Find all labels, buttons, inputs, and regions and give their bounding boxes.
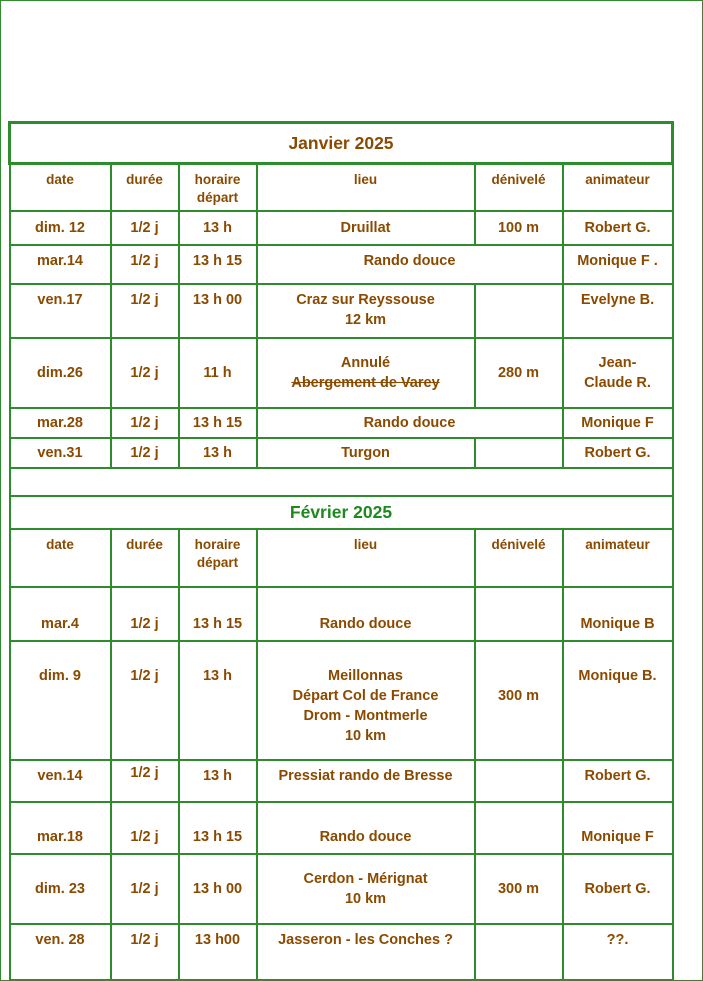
cell-lieu: Rando douce xyxy=(257,408,563,438)
cell-denivele: 300 m xyxy=(475,854,563,924)
cell-date: ven.17 xyxy=(10,284,111,338)
cell-horaire: 13 h 15 xyxy=(179,802,257,854)
cell-lieu: Rando douce xyxy=(257,802,475,854)
table-row xyxy=(10,438,673,468)
lieu-line3: Drom - Montmerle xyxy=(303,707,428,724)
cell-animateur: Monique B. xyxy=(563,641,673,760)
cell-horaire: 13 h 00 xyxy=(179,854,257,924)
cell-horaire: 13 h00 xyxy=(179,924,257,980)
cell-lieu xyxy=(257,641,475,760)
cell-animateur: Robert G. xyxy=(563,854,673,924)
cell-animateur: Robert G. xyxy=(563,438,673,468)
header-lieu: lieu xyxy=(257,529,475,587)
cell-lieu xyxy=(257,284,475,338)
cell-lieu: Druillat xyxy=(257,211,475,245)
cell-lieu: Rando douce xyxy=(257,587,475,641)
cell-date: mar.4 xyxy=(10,587,111,641)
table-row xyxy=(10,641,673,760)
month-header-fevrier xyxy=(10,496,673,529)
cell-animateur: Monique F xyxy=(563,408,673,438)
table-row xyxy=(10,802,673,854)
table-row xyxy=(10,408,673,438)
cell-animateur: Monique F . xyxy=(563,245,673,284)
cell-duree: 1/2 j xyxy=(111,587,179,641)
cell-animateur: Evelyne B. xyxy=(563,284,673,338)
lieu-annule: Annulé xyxy=(340,354,391,371)
header-animateur: animateur xyxy=(563,164,673,211)
cell-horaire: 13 h 15 xyxy=(179,245,257,284)
cell-horaire: 13 h xyxy=(179,438,257,468)
header-horaire-line1: horaire xyxy=(194,172,241,187)
cell-date: ven.31 xyxy=(10,438,111,468)
spacer-cell xyxy=(10,468,673,496)
lieu-line2: 10 km xyxy=(344,890,387,907)
cell-denivele: 100 m xyxy=(475,211,563,245)
cell-animateur: Robert G. xyxy=(563,211,673,245)
header-lieu: lieu xyxy=(257,164,475,211)
cell-horaire: 11 h xyxy=(179,338,257,408)
table-row xyxy=(10,854,673,924)
cell-duree: 1/2 j xyxy=(111,924,179,980)
cell-animateur: Monique B xyxy=(563,587,673,641)
cell-horaire: 13 h xyxy=(179,760,257,802)
table-row xyxy=(10,760,673,802)
month-title: Janvier 2025 xyxy=(10,123,673,164)
header-duree: durée xyxy=(111,164,179,211)
lieu-cancelled: Abergement de Varey xyxy=(291,374,440,391)
table-row xyxy=(10,338,673,408)
lieu-line2: Départ Col de France xyxy=(292,687,439,704)
table-row xyxy=(10,211,673,245)
cell-duree: 1/2 j xyxy=(111,802,179,854)
cell-denivele xyxy=(475,438,563,468)
cell-duree: 1/2 j xyxy=(111,338,179,408)
cell-animateur: ??. xyxy=(563,924,673,980)
cell-horaire: 13 h xyxy=(179,641,257,760)
cell-lieu: Turgon xyxy=(257,438,475,468)
column-header-row xyxy=(10,164,673,211)
animateur-line2: Claude R. xyxy=(584,374,651,391)
header-denivele: dénivelé xyxy=(475,529,563,587)
cell-animateur: Robert G. xyxy=(563,760,673,802)
month-header-janvier xyxy=(10,123,673,164)
table-row xyxy=(10,924,673,980)
header-horaire-line1: horaire xyxy=(194,536,241,552)
schedule-table xyxy=(8,121,674,981)
lieu-line1: Craz sur Reyssouse xyxy=(296,291,435,308)
header-horaire-line2: départ xyxy=(196,554,239,570)
cell-lieu: Rando douce xyxy=(257,245,563,284)
cell-duree: 1/2 j xyxy=(111,760,179,802)
header-animateur: animateur xyxy=(563,529,673,587)
cell-animateur xyxy=(563,338,673,408)
header-horaire-line2: départ xyxy=(196,190,239,205)
cell-denivele xyxy=(475,924,563,980)
cell-lieu xyxy=(257,854,475,924)
table-row xyxy=(10,245,673,284)
table-row xyxy=(10,587,673,641)
cell-denivele xyxy=(475,284,563,338)
column-header-row xyxy=(10,529,673,587)
cell-duree: 1/2 j xyxy=(111,854,179,924)
month-title: Février 2025 xyxy=(10,496,673,529)
header-denivele: dénivelé xyxy=(475,164,563,211)
lieu-line2: 12 km xyxy=(344,311,387,328)
cell-lieu: Jasseron - les Conches ? xyxy=(257,924,475,980)
cell-date: dim. 9 xyxy=(10,641,111,760)
cell-denivele: 300 m xyxy=(475,641,563,760)
cell-denivele xyxy=(475,802,563,854)
header-horaire xyxy=(179,164,257,211)
cell-lieu: Pressiat rando de Bresse xyxy=(257,760,475,802)
table-row xyxy=(10,284,673,338)
cell-horaire: 13 h 15 xyxy=(179,587,257,641)
header-date: date xyxy=(10,529,111,587)
animateur-line1: Jean- xyxy=(598,354,637,371)
cell-horaire: 13 h 15 xyxy=(179,408,257,438)
cell-duree: 1/2 j xyxy=(111,211,179,245)
header-horaire xyxy=(179,529,257,587)
cell-denivele: 280 m xyxy=(475,338,563,408)
cell-lieu xyxy=(257,338,475,408)
cell-date: dim. 23 xyxy=(10,854,111,924)
cell-duree: 1/2 j xyxy=(111,641,179,760)
cell-duree: 1/2 j xyxy=(111,245,179,284)
cell-duree: 1/2 j xyxy=(111,284,179,338)
cell-denivele xyxy=(475,760,563,802)
cell-horaire: 13 h 00 xyxy=(179,284,257,338)
cell-date: mar.18 xyxy=(10,802,111,854)
cell-date: mar.28 xyxy=(10,408,111,438)
cell-duree: 1/2 j xyxy=(111,438,179,468)
cell-date: dim.26 xyxy=(10,338,111,408)
cell-date: ven.14 xyxy=(10,760,111,802)
header-duree: durée xyxy=(111,529,179,587)
cell-date: mar.14 xyxy=(10,245,111,284)
cell-date: ven. 28 xyxy=(10,924,111,980)
cell-denivele xyxy=(475,587,563,641)
header-date: date xyxy=(10,164,111,211)
spacer-row xyxy=(10,468,673,496)
cell-animateur: Monique F xyxy=(563,802,673,854)
cell-date: dim. 12 xyxy=(10,211,111,245)
lieu-line1: Cerdon - Mérignat xyxy=(303,870,428,887)
lieu-line1: Meillonnas xyxy=(328,667,403,684)
lieu-line4: 10 km xyxy=(344,727,387,744)
cell-horaire: 13 h xyxy=(179,211,257,245)
cell-duree: 1/2 j xyxy=(111,408,179,438)
